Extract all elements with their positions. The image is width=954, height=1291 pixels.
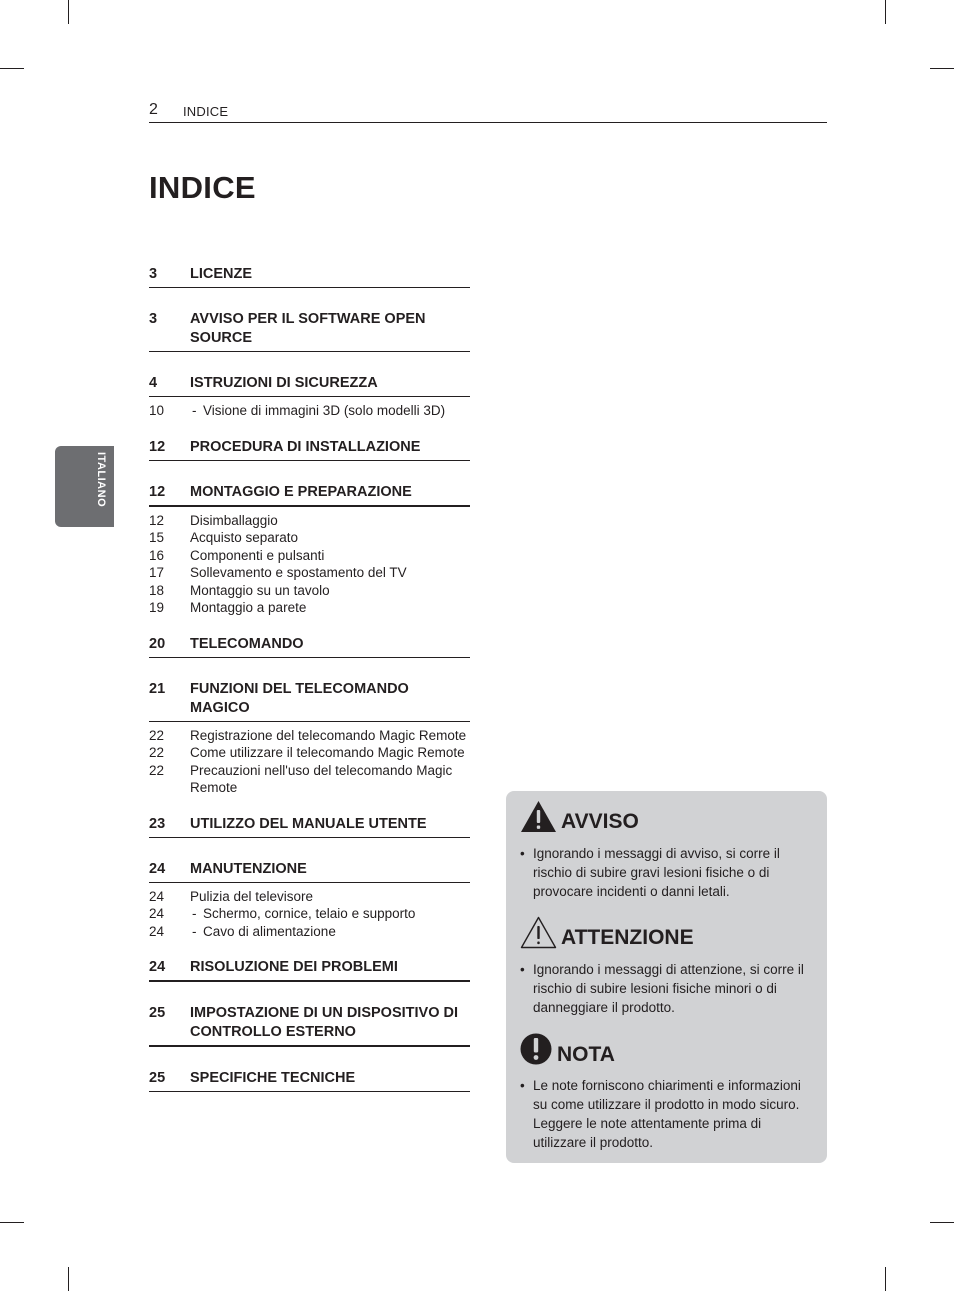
toc-section-heading[interactable] [149,860,470,883]
toc-section-heading[interactable] [149,374,470,397]
toc-subsection[interactable] [149,582,470,600]
toc-subsection[interactable] [149,888,470,906]
toc-subsection-title: - Cavo di alimentazione [203,923,470,941]
crop-mark [930,68,954,69]
toc-subsection[interactable] [149,744,470,762]
toc-section-title: PROCEDURA DI INSTALLAZIONE [190,438,421,455]
crop-mark [0,68,24,69]
toc-subsection-list [149,727,470,797]
toc-page-number: 25 [149,1005,166,1021]
crop-mark [930,1222,954,1223]
toc-section-heading[interactable] [149,483,470,507]
toc-section-heading[interactable] [149,958,470,982]
toc-subsection-title: Montaggio a parete [190,600,307,615]
avviso-item [520,844,816,901]
toc-subsection-title: Sollevamento e spostamento del TV [190,565,407,580]
avviso-label: AVVISO [561,810,639,833]
toc-page-number: 24 [149,959,166,975]
toc-page-number: 18 [149,582,165,598]
warning-filled-icon [520,800,557,833]
toc-section-title: IMPOSTAZIONE DI UN DISPOSITIVO DI CONTROLLO ESTERNO [190,1005,459,1040]
toc-subsection-title: Montaggio su un tavolo [190,582,330,598]
toc-section-heading[interactable] [149,680,470,722]
toc-subsection[interactable] [149,529,470,547]
crop-mark [68,0,69,24]
toc-subsection-title: Precauzioni nell'uso del telecomando Magic Remote [190,762,453,795]
toc-section-heading[interactable] [149,265,470,288]
exclamation-circle-icon [520,1033,552,1065]
toc-page-number: 20 [149,635,166,652]
toc-section-title: AVVISO PER IL SOFTWARE OPEN SOURCE [190,311,426,346]
toc-section-title: LICENZE [190,266,253,282]
toc-page-number: 24 [149,888,165,904]
avviso-text: Ignorando i messaggi di avviso, si corre il rischio di subire gravi lesioni fisiche o di provocare incidenti o danni letali. [533,846,780,899]
page-title: INDICE [149,170,256,205]
toc-section [149,265,470,288]
toc-subsection[interactable] [149,727,470,745]
toc-page-number: 24 [149,923,165,939]
toc-page-number: 22 [149,762,165,778]
toc-subsection[interactable] [149,564,470,582]
toc-section-title: TELECOMANDO [190,635,304,652]
nota-item [520,1076,816,1152]
toc-section [149,958,470,982]
toc-section [149,374,470,420]
attenzione-text: Ignorando i messaggi di attenzione, si corre il rischio di subire lesioni fisiche minori o di danneggiare il prodotto. [533,962,804,1015]
toc-section [149,1004,470,1047]
toc-section-title: RISOLUZIONE DEI PROBLEMI [190,959,398,975]
toc-subsection[interactable] [149,512,470,530]
toc-page-number: 22 [149,727,165,743]
toc-page-number: 17 [149,565,165,580]
warning-outline-icon [520,916,557,949]
toc-page-number: 21 [149,680,166,697]
toc-section-heading[interactable] [149,635,470,658]
toc-section-heading[interactable] [149,1069,470,1092]
bullet: • [520,846,525,861]
toc-section-heading[interactable] [149,310,470,352]
toc-section [149,438,470,461]
toc-subsection-title: Disimballaggio [190,512,278,528]
toc-section [149,680,470,797]
toc-page-number: 12 [149,512,165,528]
toc-section-title: FUNZIONI DEL TELECOMANDO MAGICO [190,680,409,716]
crop-mark [885,0,886,24]
toc-subsection-list [149,888,470,941]
crop-mark [885,1267,886,1291]
toc-page-number: 22 [149,745,165,760]
toc-page-number: 19 [149,600,165,615]
crop-mark [68,1267,69,1291]
toc-subsection-title: - Visione di immagini 3D (solo modelli 3D) [203,402,470,420]
toc-subsection-title: Registrazione del telecomando Magic Remote [190,727,467,743]
toc-section [149,483,470,617]
notes-box [506,791,827,1163]
toc-subsection-list [149,402,470,420]
toc-page-number: 3 [149,311,158,327]
toc-page-number: 25 [149,1070,166,1086]
page-number: 2 [149,101,158,118]
attenzione-label: ATTENZIONE [561,926,694,949]
toc-section-title: MANUTENZIONE [190,860,307,877]
nota-label: NOTA [557,1043,615,1066]
attenzione-item [520,960,816,1017]
toc-subsection-title: Come utilizzare il telecomando Magic Remote [190,745,465,760]
toc-subsection-title: Componenti e pulsanti [190,547,325,563]
toc-page-number: 3 [149,266,158,282]
toc-subsection-title: - Schermo, cornice, telaio e supporto [203,905,470,923]
toc-subsection-title: Pulizia del televisore [190,888,314,904]
toc-section-title: MONTAGGIO E PREPARAZIONE [190,483,412,500]
toc-subsection[interactable] [149,547,470,565]
page-header [149,100,827,123]
toc-page-number: 24 [149,906,165,921]
language-side-tab [55,446,114,527]
toc-section [149,815,470,838]
toc-page-number: 23 [149,815,166,832]
toc-page-number: 16 [149,547,165,563]
toc-subsection[interactable] [149,905,470,923]
toc-subsection[interactable] [149,923,470,941]
toc-section [149,635,470,658]
toc-page-number: 10 [149,403,165,418]
bullet: • [520,1078,525,1093]
toc-subsection-list [149,512,470,617]
toc-page-number: 15 [149,530,165,545]
toc-page-number: 4 [149,375,158,391]
toc-subsection[interactable] [149,402,470,420]
toc-section [149,310,470,352]
toc-page-number: 24 [149,860,166,877]
toc-section-title: ISTRUZIONI DI SICUREZZA [190,375,378,391]
toc-page-number: 12 [149,438,166,455]
crop-mark [0,1222,24,1223]
toc-subsection[interactable] [149,762,470,797]
toc-section-heading[interactable] [149,438,470,461]
toc-section [149,860,470,941]
language-label: ITALIANO [95,452,107,508]
toc-subsection[interactable] [149,599,470,617]
toc-section-title: UTILIZZO DEL MANUALE UTENTE [190,815,427,832]
toc-section-title: SPECIFICHE TECNICHE [190,1070,356,1086]
toc-section-heading[interactable] [149,815,470,838]
toc-section-heading[interactable] [149,1004,470,1047]
nota-text: Le note forniscono chiarimenti e informazioni su come utilizzare il prodotto in modo sicuro. Leggere le note attentamente prima di utilizzare il prodotto. [533,1078,801,1150]
bullet: • [520,962,525,977]
toc-subsection-title: Acquisto separato [190,530,299,545]
toc-section [149,1069,470,1092]
table-of-contents [149,265,470,1092]
running-title: INDICE [183,104,229,119]
toc-page-number: 12 [149,483,166,500]
